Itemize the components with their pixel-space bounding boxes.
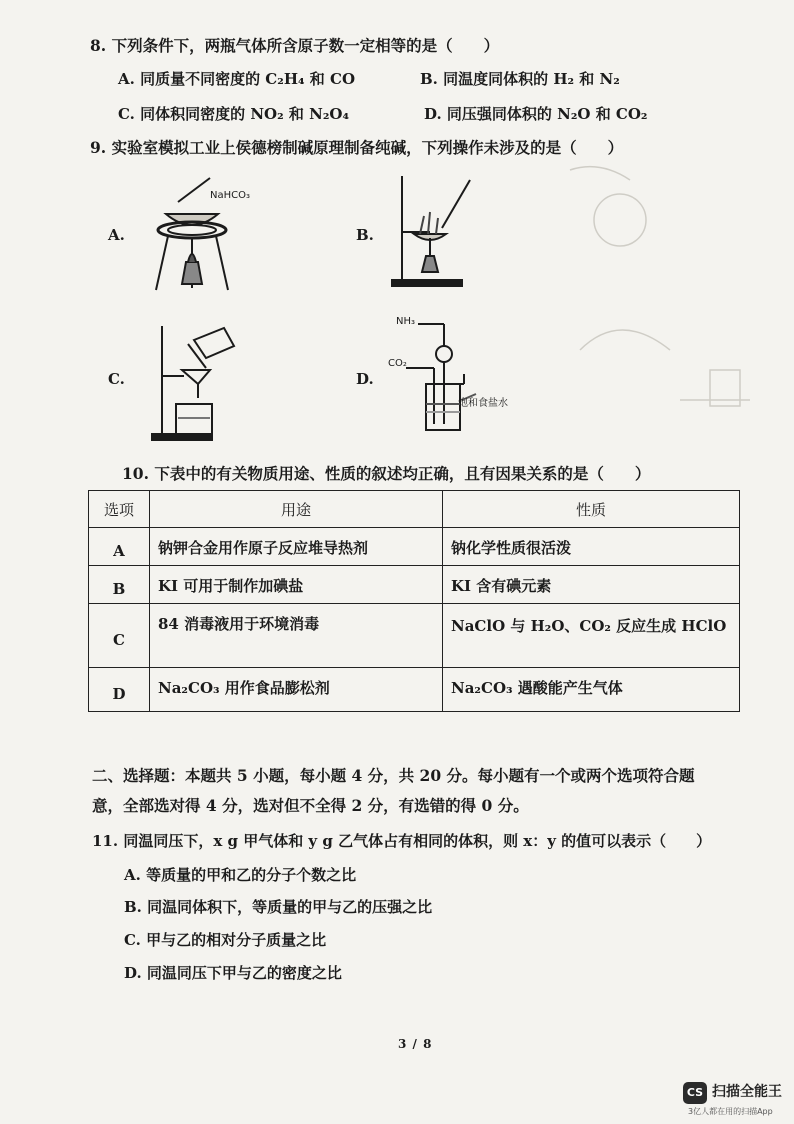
fig-d-co2-label: CO₂	[388, 358, 407, 369]
table-header-use: 用途	[150, 491, 443, 528]
evaporation-apparatus-figure	[148, 172, 258, 294]
q9-label-a: A.	[108, 226, 125, 244]
q8-option-b: B. 同温度同体积的 H₂ 和 N₂	[420, 70, 620, 88]
q9-label-b: B.	[356, 226, 374, 244]
properties-table	[88, 490, 740, 712]
table-cell-use: 钠钾合金用作原子反应堆导热剂	[150, 528, 443, 566]
q8-stem: 8. 下列条件下，两瓶气体所含原子数一定相等的是（ ）	[90, 36, 500, 55]
filtration-stand-figure	[384, 172, 484, 292]
table-row	[89, 668, 740, 712]
bleed-through-marks	[560, 150, 770, 450]
table-row	[89, 566, 740, 604]
scanner-brand-tagline: 3亿人都在用的扫描App	[688, 1107, 773, 1116]
pouring-stand-figure	[148, 318, 248, 444]
q11-option-a: A. 等质量的甲和乙的分子个数之比	[124, 866, 357, 884]
table-cell-option: D	[89, 668, 150, 712]
table-header-property: 性质	[443, 491, 740, 528]
table-row	[89, 604, 740, 668]
table-cell-option: C	[89, 604, 150, 668]
q9-label-c: C.	[108, 370, 125, 388]
page-number: 3 / 8	[398, 1037, 433, 1051]
fig-a-label: NaHCO₃	[210, 190, 250, 201]
table-cell-property: NaClO 与 H₂O、CO₂ 反应生成 HClO	[443, 604, 740, 668]
q8-option-c: C. 同体积同密度的 NO₂ 和 N₂O₄	[118, 105, 350, 123]
table-cell-option: A	[89, 528, 150, 566]
table-cell-use: 84 消毒液用于环境消毒	[150, 604, 443, 668]
section2-instructions-line2: 意，全部选对得 4 分，选对但不全得 2 分，有选错的得 0 分。	[92, 796, 529, 815]
table-header-option: 选项	[89, 491, 150, 528]
q8-option-a: A. 同质量不同密度的 C₂H₄ 和 CO	[118, 70, 356, 88]
fig-d-nh3-label: NH₃	[396, 316, 416, 327]
q10-stem: 10. 下表中的有关物质用途、性质的叙述均正确，且有因果关系的是（ ）	[122, 464, 651, 483]
q9-stem: 9. 实验室模拟工业上侯德榜制碱原理制备纯碱，下列操作未涉及的是（ ）	[90, 138, 624, 157]
q11-option-d: D. 同温同压下甲与乙的密度之比	[124, 964, 342, 982]
table-cell-option: B	[89, 566, 150, 604]
q11-stem: 11. 同温同压下，x g 甲气体和 y g 乙气体占有相同的体积，则 x：y 的值可以表示（ ）	[92, 832, 712, 850]
scanner-brand-name: 扫描全能王	[712, 1084, 782, 1100]
scanner-logo-icon: CS	[683, 1082, 707, 1104]
q11-option-c: C. 甲与乙的相对分子质量之比	[124, 931, 327, 949]
table-cell-use: KI 可用于制作加碘盐	[150, 566, 443, 604]
section2-instructions-line1: 二、选择题：本题共 5 小题，每小题 4 分，共 20 分。每小题有一个或两个选项符合题	[92, 766, 695, 785]
q11-option-b: B. 同温同体积下，等质量的甲与乙的压强之比	[124, 898, 433, 916]
fig-d-brine-label: 饱和食盐水	[458, 398, 508, 409]
table-cell-property: KI 含有碘元素	[443, 566, 740, 604]
table-cell-use: Na₂CO₃ 用作食品膨松剂	[150, 668, 443, 712]
q9-label-d: D.	[356, 370, 374, 388]
table-cell-property: Na₂CO₃ 遇酸能产生气体	[443, 668, 740, 712]
table-header-row	[89, 491, 740, 528]
q8-option-d: D. 同压强同体积的 N₂O 和 CO₂	[424, 105, 648, 123]
table-row	[89, 528, 740, 566]
table-cell-property: 钠化学性质很活泼	[443, 528, 740, 566]
gas-absorption-figure	[386, 312, 526, 438]
